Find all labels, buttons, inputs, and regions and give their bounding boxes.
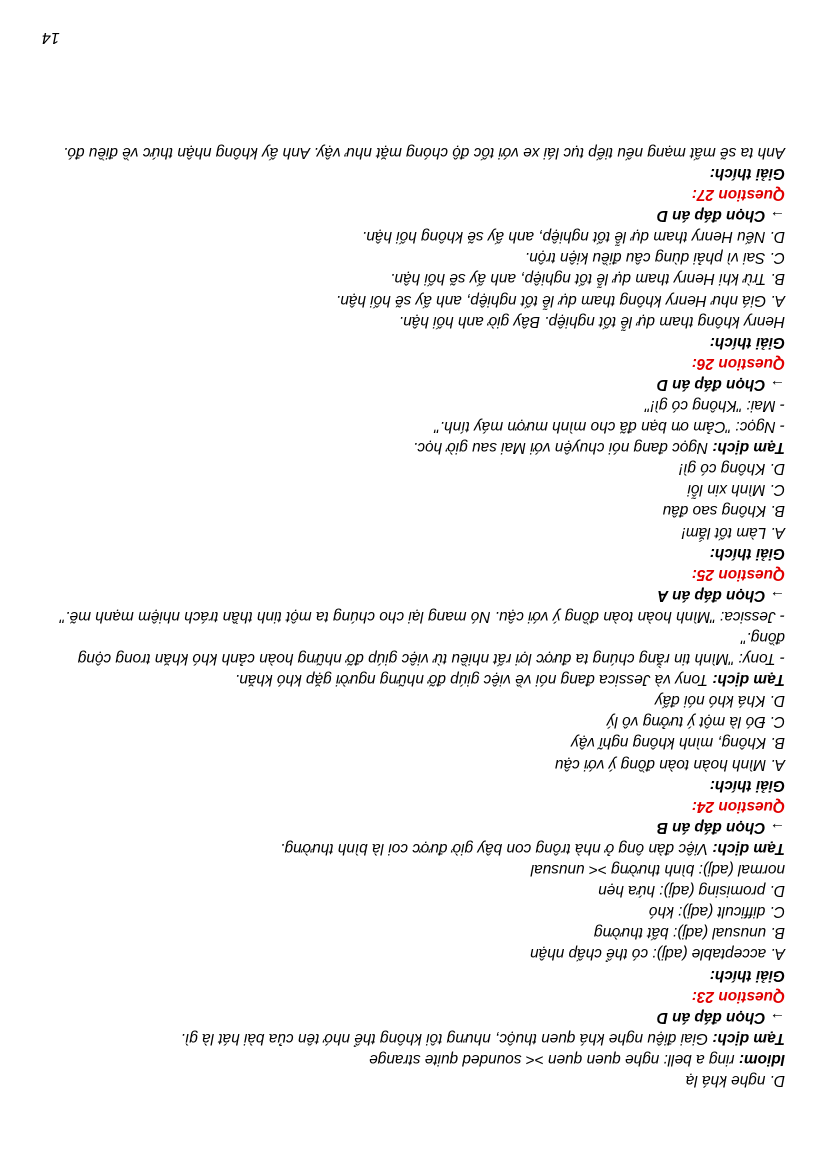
q27-title: Question 27:	[691, 186, 785, 204]
q24-option-b: B. Không, mình không nghĩ vậy	[571, 734, 785, 752]
q25-dialogue-mai: - Mai: "Không có gì!"	[644, 397, 785, 414]
translation-text: Ngọc đang nói chuyện với Mai sau giờ học.	[413, 439, 713, 457]
q25-dialogue-ngoc: - Ngọc: "Cảm ơn bạn đã cho mình mượn máy tính."	[434, 418, 785, 436]
q24-option-d: D. Khá khó nói đấy	[654, 692, 785, 710]
q23-title: Question 23:	[691, 987, 785, 1005]
q24-translation	[40, 669, 785, 690]
q25-title: Question 25:	[691, 565, 785, 583]
q26-option-d: D. Nếu Henry tham dự lễ tốt nghiệp, anh ấy sẽ không hối hận.	[362, 228, 785, 246]
q24-answer: → Chọn đáp án A	[657, 586, 785, 604]
q23-explanation-label: Giải thích:	[709, 966, 785, 984]
q26-option-a: A. Giá như Henry không tham dự lễ tốt nghiệp, anh ấy sẽ hối hận.	[335, 291, 785, 309]
idiom-text: ring a bell: nghe quen quen >< sounded quite strange	[369, 1050, 739, 1068]
translation-label: Tạm dịch:	[712, 839, 785, 857]
q22-option-d: D. nghe khá lạ	[685, 1072, 785, 1089]
q23-answer: → Chọn đáp án B	[656, 818, 785, 836]
q24-explanation-label: Giải thích:	[709, 776, 785, 794]
translation-label: Tạm dịch:	[712, 671, 785, 689]
q25-explanation-label: Giải thích:	[709, 544, 785, 562]
q23-translation	[40, 838, 785, 859]
q26-premise: Henry không tham dự lễ tốt nghiệp. Bây giờ anh hối hận.	[398, 312, 785, 330]
translation-label: Tạm dịch:	[712, 1029, 785, 1047]
q25-answer: → Chọn đáp án D	[656, 375, 785, 393]
translation-text: Giai điệu nghe khá quen thuộc, nhưng tôi không thể nhớ tên của bài hát là gì.	[180, 1029, 713, 1047]
q27-explanation-label: Giải thích:	[709, 164, 785, 182]
translation-text: Việc đàn ông ở nhà trông con bây giờ được coi là bình thường.	[280, 839, 713, 857]
q24-option-a: A. Mình hoàn toàn đồng ý với cậu	[554, 755, 785, 773]
q24-dialogue-tony: - Tony: "Mình tin rằng chúng ta được lợi rất nhiều từ việc giúp đỡ những hoàn cảnh khó khăn trong cộng đồng."	[77, 629, 785, 668]
q27-text: Anh ta sẽ mất mạng nếu tiếp tục lái xe với tốc độ chóng mặt như vậy. Anh ấy không nhận thức về điều đó.	[63, 143, 785, 161]
q22-idiom	[40, 1049, 785, 1070]
q26-answer: → Chọn đáp án D	[656, 207, 785, 225]
q22-answer: → Chọn đáp án D	[656, 1008, 785, 1026]
page-number: 14	[42, 29, 60, 46]
q23-option-b: B. unusual (adj): bất thường	[593, 924, 785, 942]
q24-option-c: C. Đó là một ý tưởng vô lý	[606, 713, 785, 731]
q25-option-c: C. Mình xin lỗi	[687, 481, 785, 499]
q24-title: Question 24:	[691, 797, 785, 815]
q26-explanation-label: Giải thích:	[709, 333, 785, 351]
q26-title: Question 26:	[691, 354, 785, 372]
q23-note: normal (adj): bình thường >< unusual	[530, 861, 785, 879]
q25-option-b: B. Không sao đâu	[662, 502, 785, 520]
q25-translation	[40, 437, 785, 458]
q25-option-d: D. Không có gì!	[678, 460, 785, 478]
q23-option-c: C. difficult (adj): khó	[649, 903, 785, 921]
q22-translation	[40, 1028, 785, 1049]
idiom-label: Idiom:	[738, 1050, 785, 1068]
q26-option-b: B. Trừ khi Henry tham dự lễ tốt nghiệp, anh ấy sẽ hối hận.	[390, 270, 785, 288]
q23-option-a: A. acceptable (adj): có thể chấp nhận	[530, 945, 785, 963]
q25-option-a: A. Làm tốt lắm!	[681, 523, 785, 541]
q26-option-c: C. Sai vì phải dùng câu điều kiện trộn.	[524, 249, 785, 267]
answer-explanations	[40, 142, 785, 1091]
q24-dialogue-jessica: - Jessica: "Mình hoàn toàn đồng ý với cậu. Nó mang lại cho chúng ta một tinh thần trách nhiệm mạnh mẽ."	[59, 607, 785, 625]
q23-option-d: D. promising (adj): hứa hẹn	[598, 882, 785, 900]
translation-text: Tony và Jessica đang nói về việc giúp đỡ những người gặp khó khăn.	[234, 671, 713, 689]
translation-label: Tạm dịch:	[712, 439, 785, 457]
